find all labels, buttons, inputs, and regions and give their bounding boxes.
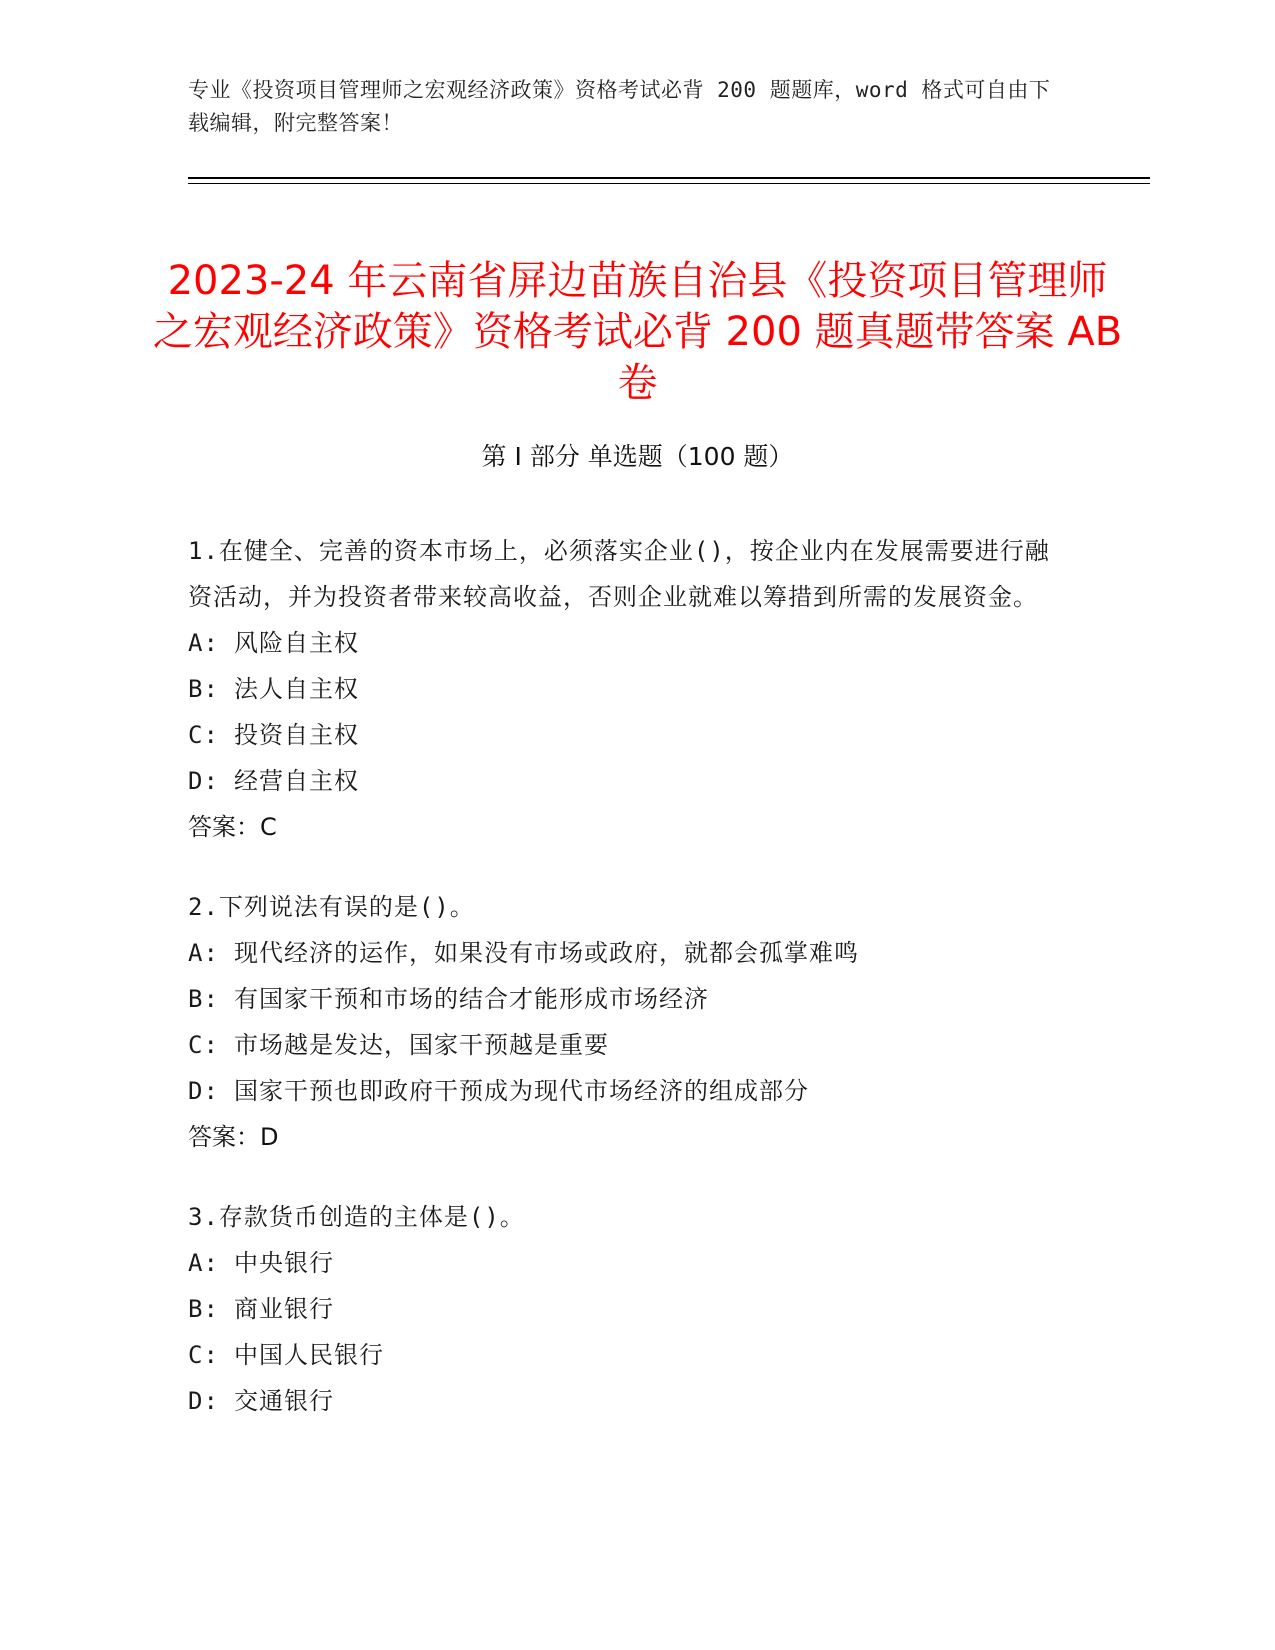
option-text: 风险自主权 [234,629,359,657]
option-b [188,1286,1068,1332]
question-stem: 1.在健全、完善的资本市场上，必须落实企业()，按企业内在发展需要进行融资活动，并为投资者带来较高收益，否则企业就难以筹措到所需的发展资金。 [188,537,1050,611]
option-b [188,976,1068,1022]
option-d [188,1378,1068,1424]
option-a [188,620,1068,666]
option-key: D: [188,1077,219,1105]
option-b [188,666,1068,712]
question-stem: 2.下列说法有误的是()。 [188,893,475,921]
section-heading: 第 I 部分 单选题（100 题） [481,442,794,471]
option-key: C: [188,1341,219,1369]
document-title: 2023-24 年云南省屏边苗族自治县《投资项目管理师之宏观经济政策》资格考试必背 200 题真题带答案 AB 卷 [152,257,1123,406]
option-a [188,930,1068,976]
option-key: A: [188,629,219,657]
option-a [188,1240,1068,1286]
option-key: A: [188,939,219,967]
question-list [188,528,1068,1458]
option-c [188,1332,1068,1378]
option-text: 商业银行 [234,1295,334,1323]
option-d [188,758,1068,804]
question-1 [188,528,1068,850]
option-text: 现代经济的运作，如果没有市场或政府，就都会孤掌难鸣 [234,939,859,967]
option-text: 法人自主权 [234,675,359,703]
header-rule-thin [188,183,1150,184]
option-key: D: [188,1387,219,1415]
option-key: C: [188,721,219,749]
option-text: 交通银行 [234,1387,334,1415]
option-c [188,712,1068,758]
header-note: 专业《投资项目管理师之宏观经济政策》资格考试必背 200 题题库，word 格式可自由下载编辑，附完整答案！ [188,78,1051,135]
option-d [188,1068,1068,1114]
option-key: B: [188,675,219,703]
option-c [188,1022,1068,1068]
option-text: 经营自主权 [234,767,359,795]
option-text: 国家干预也即政府干预成为现代市场经济的组成部分 [234,1077,809,1105]
option-text: 市场越是发达，国家干预越是重要 [234,1031,609,1059]
option-text: 有国家干预和市场的结合才能形成市场经济 [234,985,709,1013]
answer-line: 答案：D [188,1123,279,1151]
option-text: 中国人民银行 [234,1341,384,1369]
option-text: 投资自主权 [234,721,359,749]
option-key: D: [188,767,219,795]
answer-line: 答案：C [188,813,277,841]
option-key: A: [188,1249,219,1277]
option-text: 中央银行 [234,1249,334,1277]
question-stem: 3.存款货币创造的主体是()。 [188,1203,525,1231]
option-key: B: [188,985,219,1013]
question-3 [188,1194,1068,1424]
question-2 [188,884,1068,1160]
option-key: C: [188,1031,219,1059]
option-key: B: [188,1295,219,1323]
header-rule-thick [188,177,1150,179]
